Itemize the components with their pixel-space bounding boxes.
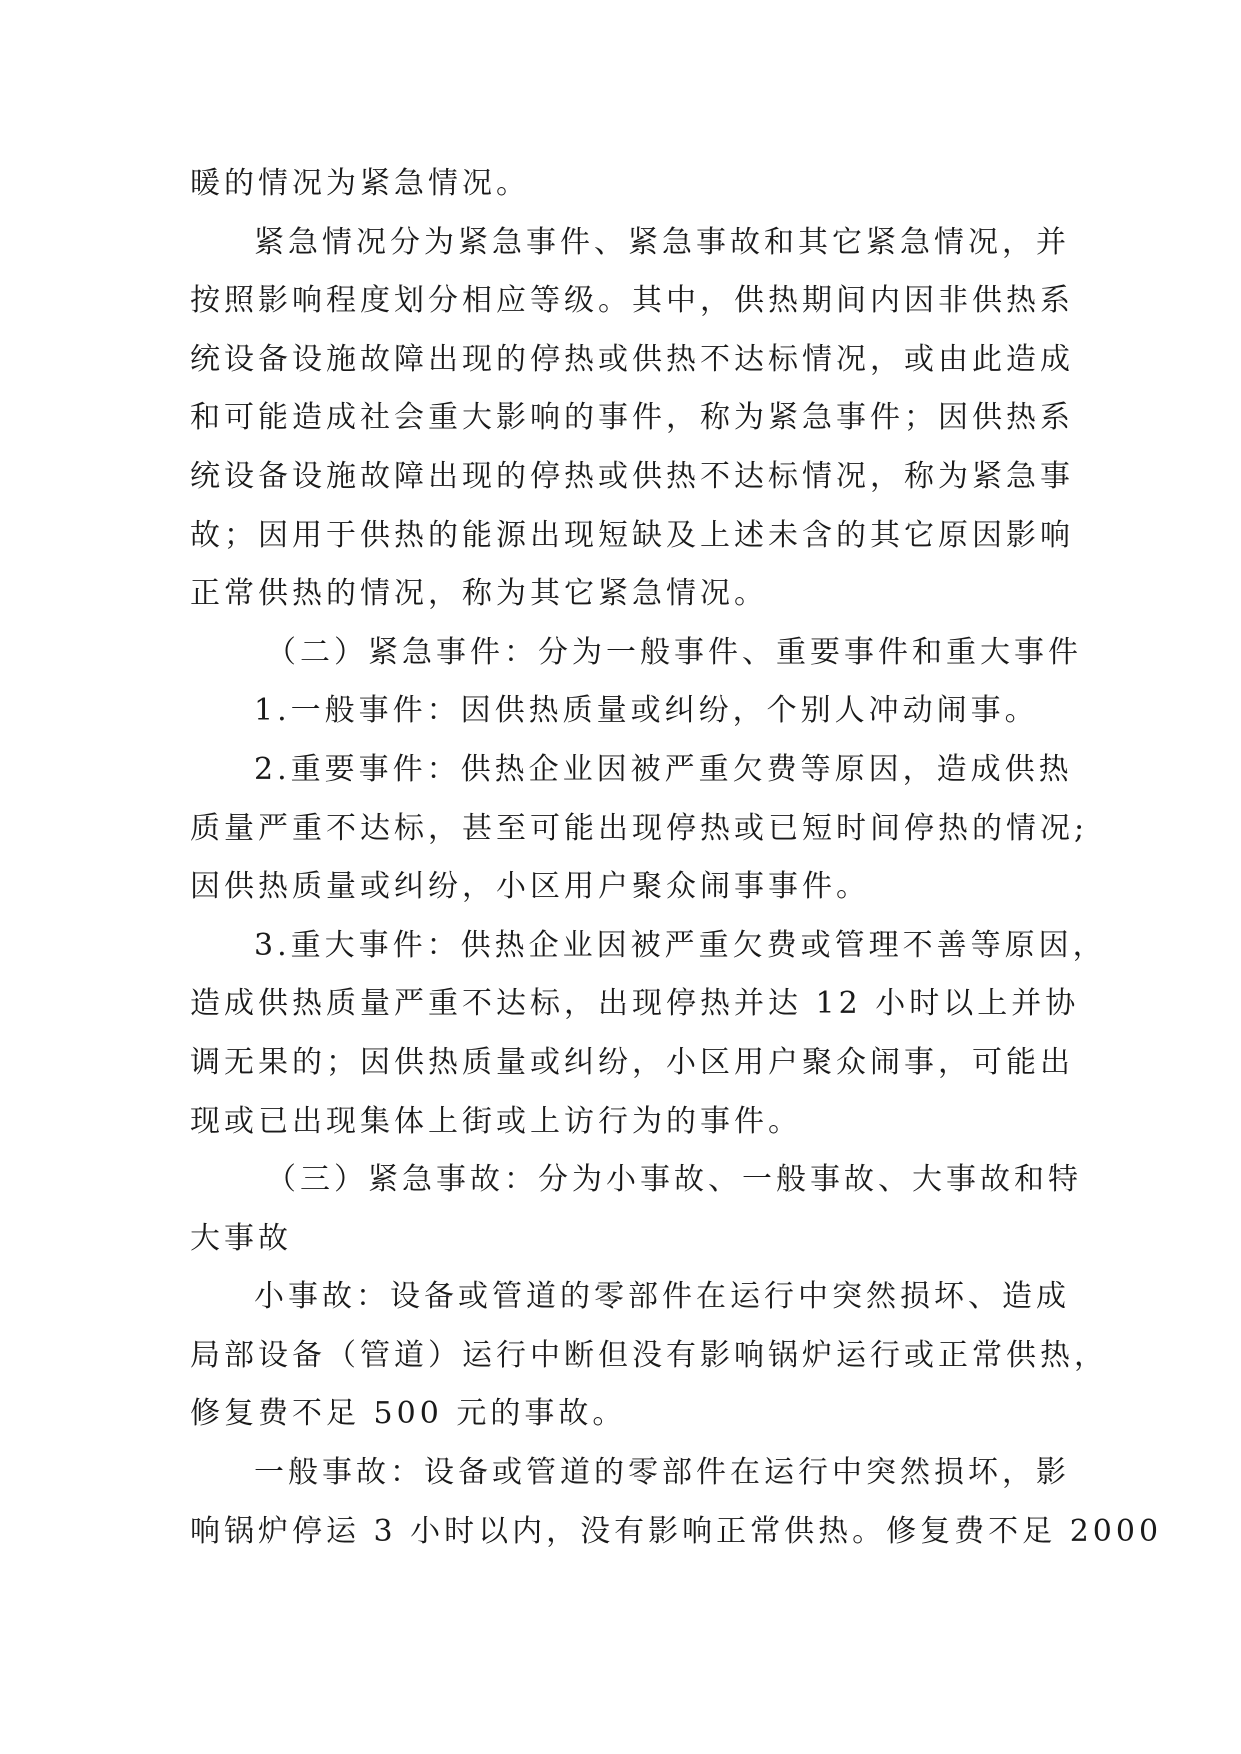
text-line: （二）紧急事件：分为一般事件、重要事件和重大事件 (266, 634, 1082, 670)
text-line: 3.重大事件：供热企业因被严重欠费或管理不善等原因， (254, 927, 1107, 963)
text-line: 暖的情况为紧急情况。 (190, 166, 530, 201)
text-line: 按照影响程度划分相应等级。其中，供热期间内因非供热系 (190, 283, 1074, 319)
document-body (190, 155, 1163, 1561)
text-line: 现或已出现集体上街或上访行为的事件。 (190, 1103, 802, 1139)
text-line: 统设备设施故障出现的停热或供热不达标情况，称为紧急事 (190, 458, 1074, 494)
text-line: 故；因用于供热的能源出现短缺及上述未含的其它原因影响 (190, 517, 1074, 553)
text-line: 1.一般事件：因供热质量或纠纷，个别人冲动闹事。 (254, 693, 1039, 729)
text-line: 一般事故：设备或管道的零部件在运行中突然损坏，影 (254, 1455, 1070, 1491)
text-line: 质量严重不达标，甚至可能出现停热或已短时间停热的情况; (190, 810, 1089, 846)
text-line: 因供热质量或纠纷，小区用户聚众闹事事件。 (190, 869, 870, 905)
text-line: 局部设备（管道）运行中断但没有影响锅炉运行或正常供热， (190, 1337, 1108, 1373)
text-line: 大事故 (190, 1220, 292, 1256)
text-line: 调无果的；因供热质量或纠纷，小区用户聚众闹事，可能出 (190, 1044, 1074, 1080)
text-line: 造成供热质量严重不达标，出现停热并达 12 小时以上并协 (190, 986, 1080, 1022)
text-line: 小事故：设备或管道的零部件在运行中突然损坏、造成 (254, 1279, 1070, 1315)
text-line: 和可能造成社会重大影响的事件，称为紧急事件；因供热系 (190, 400, 1074, 436)
text-line: （三）紧急事故：分为小事故、一般事故、大事故和特 (266, 1162, 1082, 1198)
text-line: 正常供热的情况，称为其它紧急情况。 (190, 576, 768, 612)
text-line: 统设备设施故障出现的停热或供热不达标情况，或由此造成 (190, 341, 1074, 377)
text-line: 修复费不足 500 元的事故。 (190, 1396, 627, 1432)
text-line: 2.重要事件：供热企业因被严重欠费等原因，造成供热 (254, 751, 1073, 787)
text-line: 响锅炉停运 3 小时以内，没有影响正常供热。修复费不足 2000 (190, 1513, 1163, 1549)
text-line: 紧急情况分为紧急事件、紧急事故和其它紧急情况，并 (254, 224, 1070, 260)
